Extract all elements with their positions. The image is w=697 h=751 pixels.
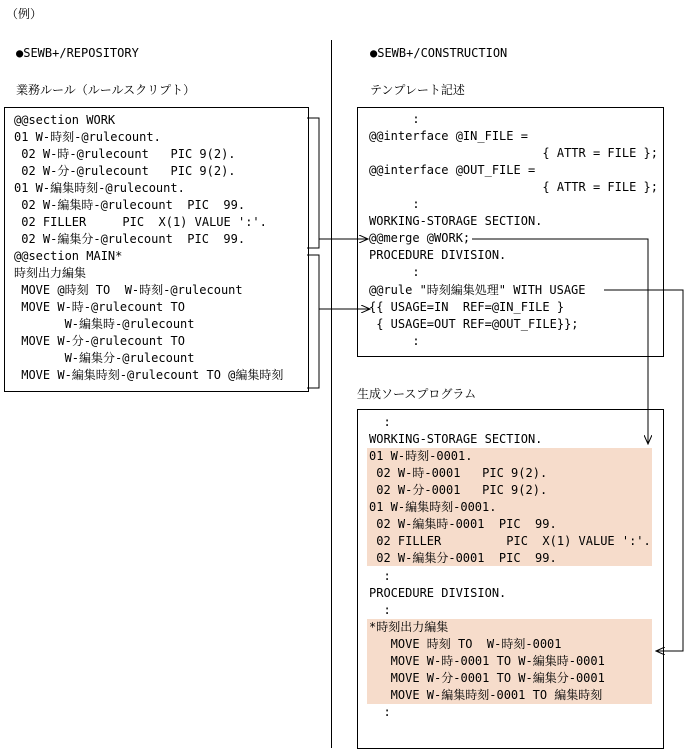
generated-line: 01 W-時刻-0001. [369, 449, 473, 463]
template-line: { USAGE=OUT REF=@OUT_FILE}}; [369, 317, 579, 331]
rule-line: 02 W-編集時-@rulecount PIC 99. [14, 198, 246, 212]
rule-line: @@section WORK [14, 113, 116, 127]
rule-line: 01 W-時刻-@rulecount. [14, 130, 161, 144]
rule-line: MOVE W-分-@rulecount TO [14, 334, 185, 348]
rule-line: 02 W-時-@rulecount PIC 9(2). [14, 147, 236, 161]
template-line: : [369, 197, 420, 211]
rule-line: 02 W-分-@rulecount PIC 9(2). [14, 164, 236, 178]
generated-line: : [369, 415, 391, 429]
generated-line: 02 W-時-0001 PIC 9(2). [369, 466, 548, 480]
generated-line: : [369, 603, 391, 617]
generated-line: *時刻出力編集 [369, 620, 449, 634]
rule-line: @@section MAIN* [14, 249, 123, 263]
generated-line: 02 W-分-0001 PIC 9(2). [369, 483, 548, 497]
template-line: : [369, 265, 420, 279]
construction-header: ●SEWB+/CONSTRUCTION [370, 46, 508, 60]
example-label: （例） [6, 7, 43, 21]
template-line: : [369, 112, 420, 126]
template-line: WORKING-STORAGE SECTION. [369, 214, 543, 228]
generated-line: PROCEDURE DIVISION. [369, 586, 507, 600]
template-line-merge: @@merge @WORK; [369, 231, 471, 245]
rule-arrow [604, 290, 683, 651]
template-line: @@interface @OUT_FILE = [369, 163, 536, 177]
rule-script-title: 業務ルール（ルールスクリプト） [16, 83, 196, 97]
generated-line: MOVE 時刻 TO W-時刻-0001 [369, 637, 562, 651]
repository-header: ●SEWB+/REPOSITORY [16, 46, 139, 60]
generated-line: : [369, 569, 391, 583]
generated-line: WORKING-STORAGE SECTION. [369, 432, 543, 446]
rule-line: MOVE @時刻 TO W-時刻-@rulecount [14, 283, 243, 297]
template-line: { ATTR = FILE }; [369, 146, 658, 160]
rule-line: 時刻出力編集 [14, 266, 87, 280]
rule-line: MOVE W-編集時刻-@rulecount TO @編集時刻 [14, 368, 284, 382]
rule-line: W-編集分-@rulecount [14, 351, 195, 365]
template-line: : [369, 334, 420, 348]
generated-line: : [369, 705, 391, 719]
merge-arrow [472, 239, 648, 444]
template-line: @@interface @IN_FILE = [369, 129, 528, 143]
rule-line: 01 W-編集時刻-@rulecount. [14, 181, 185, 195]
main-section-bracket [307, 255, 370, 388]
generated-line: MOVE W-編集時刻-0001 TO 編集時刻 [369, 688, 603, 702]
generated-line: MOVE W-分-0001 TO W-編集分-0001 [369, 671, 605, 685]
rule-line: MOVE W-時-@rulecount TO [14, 300, 185, 314]
rule-line: 02 W-編集分-@rulecount PIC 99. [14, 232, 246, 246]
generated-line: 02 FILLER PIC X(1) VALUE ':'. [369, 534, 651, 548]
generated-line: MOVE W-時-0001 TO W-編集時-0001 [369, 654, 605, 668]
template-line: { ATTR = FILE }; [369, 180, 658, 194]
generated-title: 生成ソースプログラム [357, 387, 477, 401]
generated-line: 02 W-編集時-0001 PIC 99. [369, 517, 557, 531]
rule-line: 02 FILLER PIC X(1) VALUE ':'. [14, 215, 267, 229]
rule-line: W-編集時-@rulecount [14, 317, 195, 331]
template-line: {{ USAGE=IN REF=@IN_FILE } [369, 300, 565, 314]
work-section-bracket [307, 118, 368, 248]
template-title: テンプレート記述 [370, 83, 465, 97]
generated-line: 01 W-編集時刻-0001. [369, 500, 497, 514]
template-line: PROCEDURE DIVISION. [369, 248, 507, 262]
generated-line: 02 W-編集分-0001 PIC 99. [369, 551, 557, 565]
template-line-rule: @@rule "時刻編集処理" WITH USAGE [369, 283, 586, 297]
